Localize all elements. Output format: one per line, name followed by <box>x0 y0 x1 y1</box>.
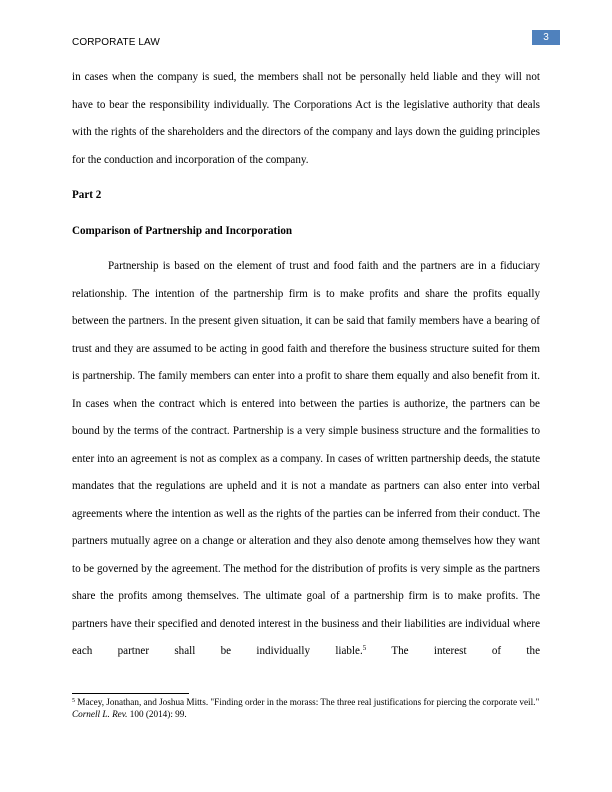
paragraph-text: Partnership is based on the element of trust and food faith and the partners are in a fiduciary relationship. The intention of the partnership firm is to make profits and share the profits equally between the partners. In the present given situation, it can be said that family members have a bearing of trust and they are assumed to be acting in good faith and therefore the business structure suited for them is partnership. The family members can enter into a profit to share them equally and also benefit from it. In cases when the contract which is entered into between the parties is authorize, the partners can be bound by the terms of the contract. Partnership is a very simple business structure and the formalities to enter into an agreement is not as complex as a company. In cases of written partnership deeds, the statute mandates that the regulations are upheld and it is not a mandate as partners can also enter into verbal agreements where the intention as well as the rights of the parties can be inferred from their conduct. The partners mutually agree on a change or alteration and they also denote among themselves how they want to be governed by the agreement. The method for the distribution of profits is very simple as the partners share the profits among themselves. The ultimate goal of a partnership firm is to make profits. The partners have their specified and denoted interest in the business and their liabilities are individual where each partner shall be individually liable. <box>72 260 540 657</box>
paragraph-continuation: The interest of the <box>366 645 540 657</box>
part-heading: Part 2 <box>72 189 102 201</box>
partnership-paragraph <box>72 253 540 666</box>
footnote-text: Macey, Jonathan, and Joshua Mitts. "Finding order in the morass: The three real justifications for piercing the corporate veil." <box>75 697 540 707</box>
footnote-citation: 100 (2014): 99. <box>127 709 187 719</box>
section-heading: Comparison of Partnership and Incorporation <box>72 224 293 237</box>
intro-paragraph: in cases when the company is sued, the members shall not be personally held liable and they will not have to bear the responsibility individually. The Corporations Act is the legislative authority that deals with the rights of the shareholders and the directors of the company and lays down the guiding principles for the conduction and incorporation of the company. <box>72 71 540 166</box>
page-number: 3 <box>532 30 560 45</box>
running-header: CORPORATE LAW <box>72 37 160 48</box>
document-body <box>72 64 540 666</box>
footnote-separator <box>72 693 189 694</box>
footnote-reference[interactable]: 5 <box>362 644 367 652</box>
footnote-number: 5 <box>72 698 75 704</box>
footnote <box>72 696 540 720</box>
footnote-journal: Cornell L. Rev. <box>72 709 128 719</box>
